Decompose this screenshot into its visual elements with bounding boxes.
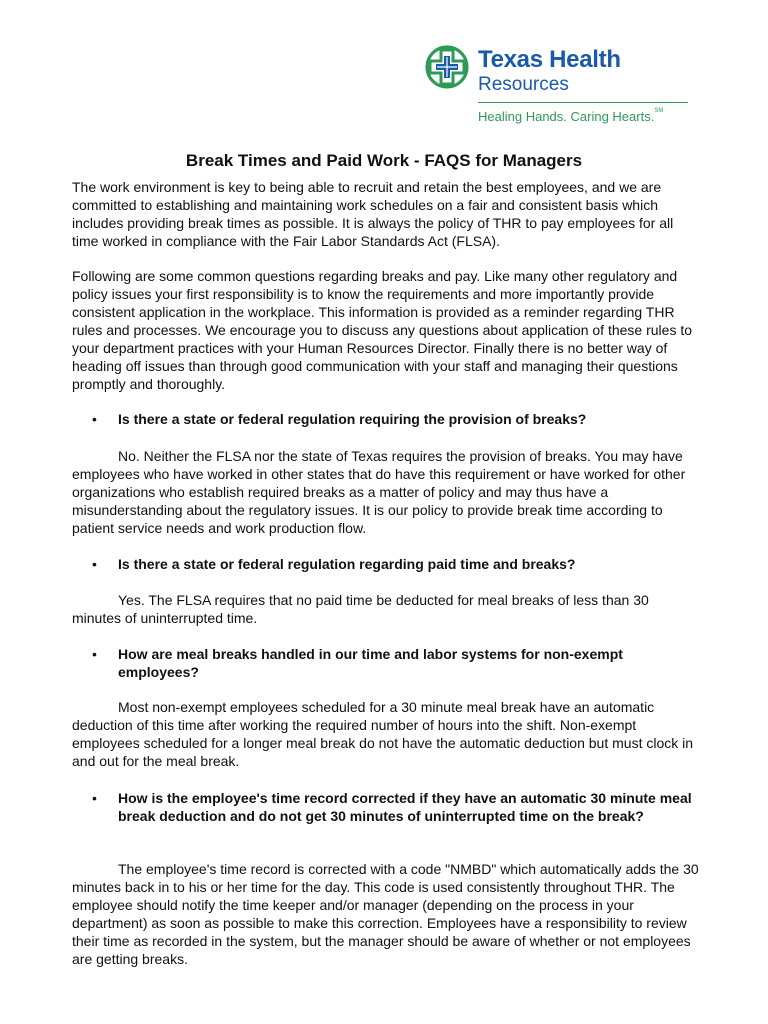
faq-bullet: • [92,411,97,427]
cross-emblem-icon [424,44,470,90]
faq-answer-4: The employee's time record is corrected with a code "NMBD" which automatically adds the 30 minutes back in to his or her time for the day. This code is used consistently throughout THR. The employee should notify the time keeper and/or manager (depending on the process in your department) as soon as possible to make this correction. Employees have a responsibility to review their time as recorded in the system, but the manager should be aware of whether or not employees are getting breaks. [72,861,699,967]
faq-question-1: Is there a state or federal regulation requiring the provision of breaks? [118,411,587,427]
intro-paragraph-2: Following are some common questions regarding breaks and pay. Like many other regulatory and policy issues your first responsibility is to know the requirements and more importantly provide consistent application in the workplace. This information is provided as a reminder regarding THR rules and processes. We encourage you to discuss any questions about application of these rules to your department practices with your Human Resources Director. Finally there is no better way of heading off issues than through good communication with your staff and managing their questions promptly and thoroughly. [72,268,693,392]
faq-bullet: • [92,790,97,806]
faq-answer-3: Most non-exempt employees scheduled for a 30 minute meal break have an automatic deduction of this time after working the required number of hours into the shift. Non-exempt employees scheduled for a longer meal break do not have the automatic deduction but must clock in and out for the meal break. [72,699,694,769]
logo-tagline [478,109,663,124]
faq-question-4: How is the employee's time record corrected if they have an automatic 30 minute meal break deduction and do not get 30 minutes of uninterrupted time on the break? [118,790,692,824]
logo-name-line1: Texas Health [478,46,621,73]
document-title: Break Times and Paid Work - FAQS for Managers [185,151,583,170]
faq-answer-1: No. Neither the FLSA nor the state of Texas requires the provision of breaks. You may have employees who have worked in other states that do have this requirement or have worked for other organizations who establish required breaks as a matter of policy and may thus have a misunderstanding about the regulatory issues. It is our policy to provide break time according to patient service needs and work production flow. [72,448,686,536]
logo-tagline-text: Healing Hands. Caring Hearts. [478,109,655,124]
faq-question-2: Is there a state or federal regulation regarding paid time and breaks? [118,556,576,572]
faq-question-3: How are meal breaks handled in our time and labor systems for non-exempt employees? [118,646,623,680]
logo-name-line2: Resources [478,74,569,95]
faq-bullet: • [92,556,97,572]
faq-answer-2: Yes. The FLSA requires that no paid time be deducted for meal breaks of less than 30 minutes of uninterrupted time. [72,592,649,626]
logo-divider [478,102,688,103]
faq-bullet: • [92,646,97,662]
intro-paragraph-1: The work environment is key to being able to recruit and retain the best employees, and we are committed to establishing and maintaining work schedules on a fair and consistent basis which includes providing break times as possible. It is always the policy of THR to pay employees for all time worked in compliance with the Fair Labor Standards Act (FLSA). [72,179,674,249]
texas-health-logo [424,42,696,128]
service-mark: SM [654,108,664,114]
